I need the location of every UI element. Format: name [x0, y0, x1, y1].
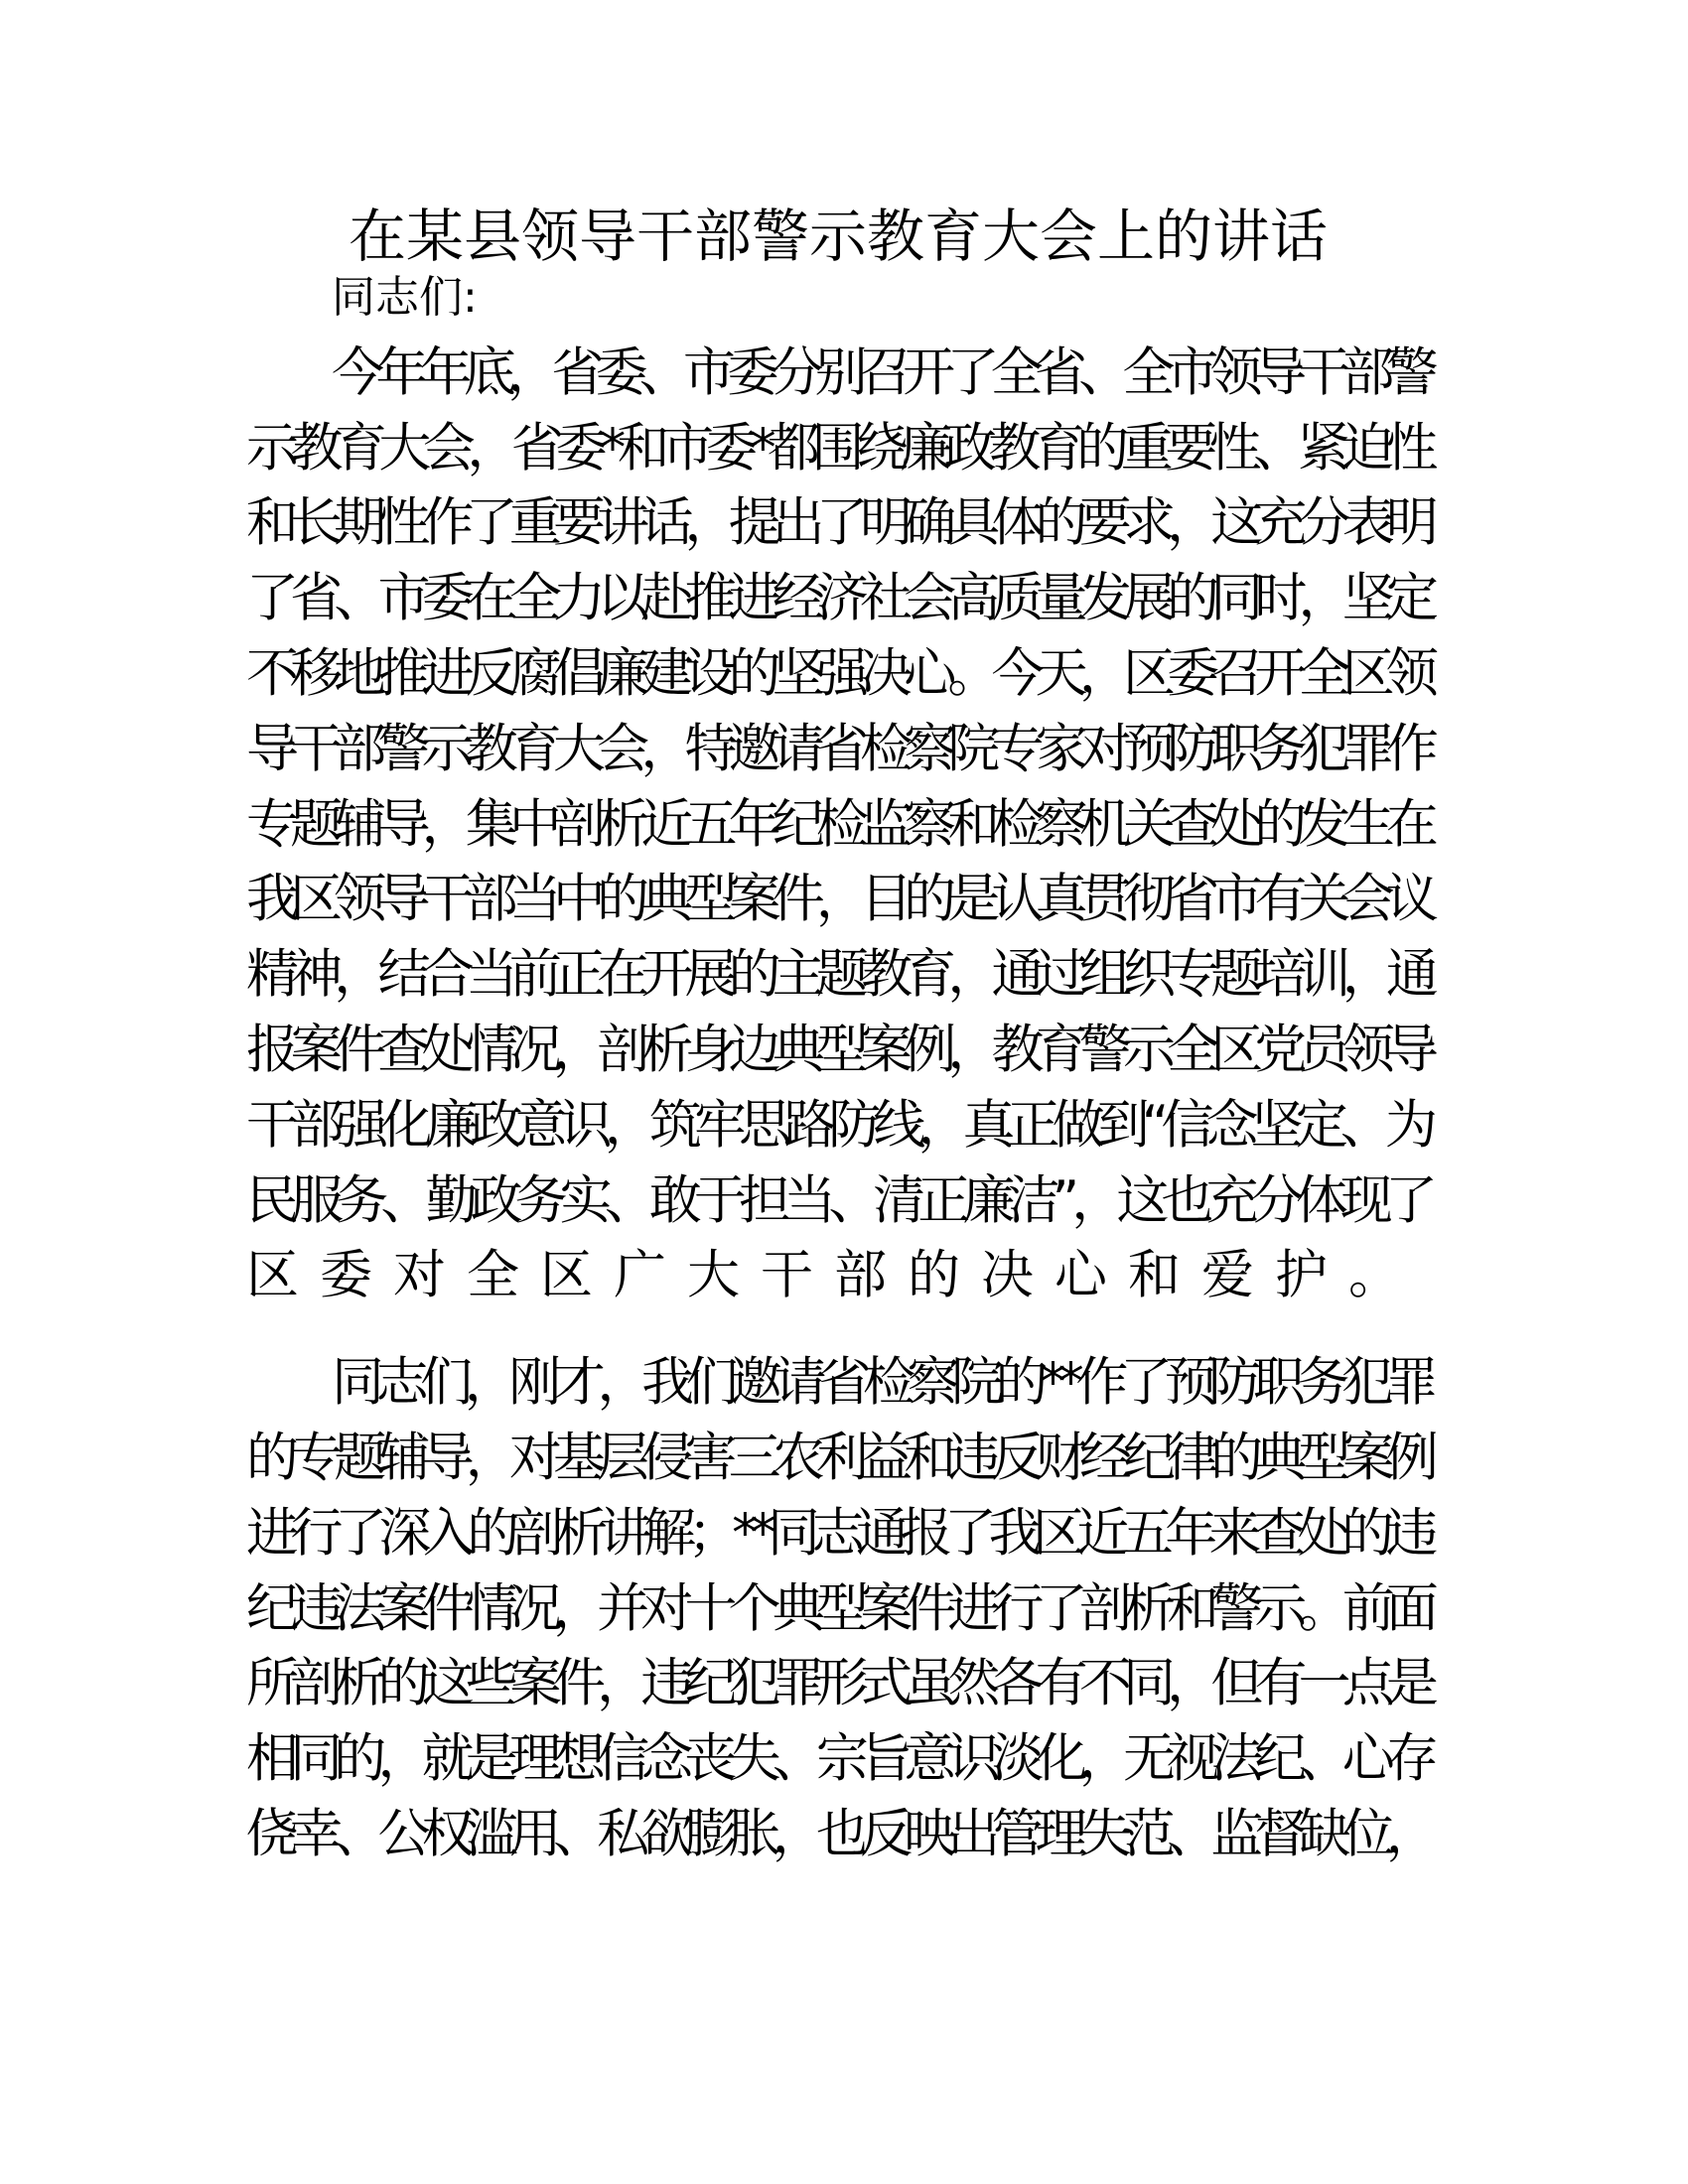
text-line: 今年年底，省委、市委分别召开了全省、全市领导干部警 — [332, 341, 1430, 403]
text-line: 导干部警示教育大会，特邀请省检察院专家对预防职务犯罪作 — [246, 718, 1430, 779]
text-line: 干部强化廉政意识，筑牢思路防线，真正做到“信念坚定、为 — [246, 1094, 1430, 1156]
text-line: 民服务、勤政务实、敢于担当、清正廉洁”，这也充分体现了 — [246, 1169, 1430, 1231]
text-line: 区委对全区广大干部的决心和爱护。 — [246, 1245, 1422, 1306]
salutation-text: 同志们: — [332, 272, 478, 323]
text-line: 所剖析的这些案件，违纪犯罪形式虽然各有不同，但有一点是 — [246, 1653, 1430, 1714]
paragraph-2 — [246, 1345, 1430, 1872]
text-line: 纪违法案件情况，并对十个典型案件进行了剖析和警示。前面 — [246, 1577, 1430, 1639]
text-line: 了省、市委在全力以赴推进经济社会高质量发展的同时，坚定 — [246, 568, 1430, 629]
text-line: 侥幸、公权滥用、私欲膨胀，也反映出管理失范、监督缺位， — [246, 1803, 1430, 1864]
text-line: 精神，结合当前正在开展的主题教育，通过组织专题培训，通 — [246, 944, 1430, 1006]
paragraph-1 — [246, 336, 1430, 1313]
text-line: 不移地推进反腐倡廉建设的坚强决心。今天，区委召开全区领 — [246, 642, 1430, 704]
text-line: 和长期性作了重要讲话，提出了明确具体的要求，这充分表明 — [246, 492, 1430, 554]
text-line: 同志们，刚才，我们邀请省检察院的**作了预防职务犯罪 — [332, 1352, 1430, 1414]
text-line: 示教育大会，省委*和市委*都围绕廉政教育的重要性、紧迫性 — [246, 417, 1430, 478]
salutation — [246, 260, 1430, 336]
text-line: 的专题辅导，对基层侵害三农利益和违反财经纪律的典型案例 — [246, 1427, 1430, 1488]
document-title: 在某县领导干部警示教育大会上的讲话 — [348, 203, 1328, 270]
text-line: 相同的，就是理想信念丧失、宗旨意识淡化，无视法纪、心存 — [246, 1728, 1430, 1790]
text-line: 我区领导干部当中的典型案件，目的是认真贯彻省市有关会议 — [246, 869, 1430, 930]
document-body — [246, 260, 1430, 1872]
text-line: 进行了深入的剖析讲解；**同志通报了我区近五年来查处的违 — [246, 1502, 1430, 1564]
text-line: 报案件查处情况，剖析身边典型案例，教育警示全区党员领导 — [246, 1019, 1430, 1080]
text-line: 专题辅导，集中剖析近五年纪检监察和检察机关查处的发生在 — [246, 793, 1430, 855]
paragraph-spacer — [246, 1313, 1430, 1345]
